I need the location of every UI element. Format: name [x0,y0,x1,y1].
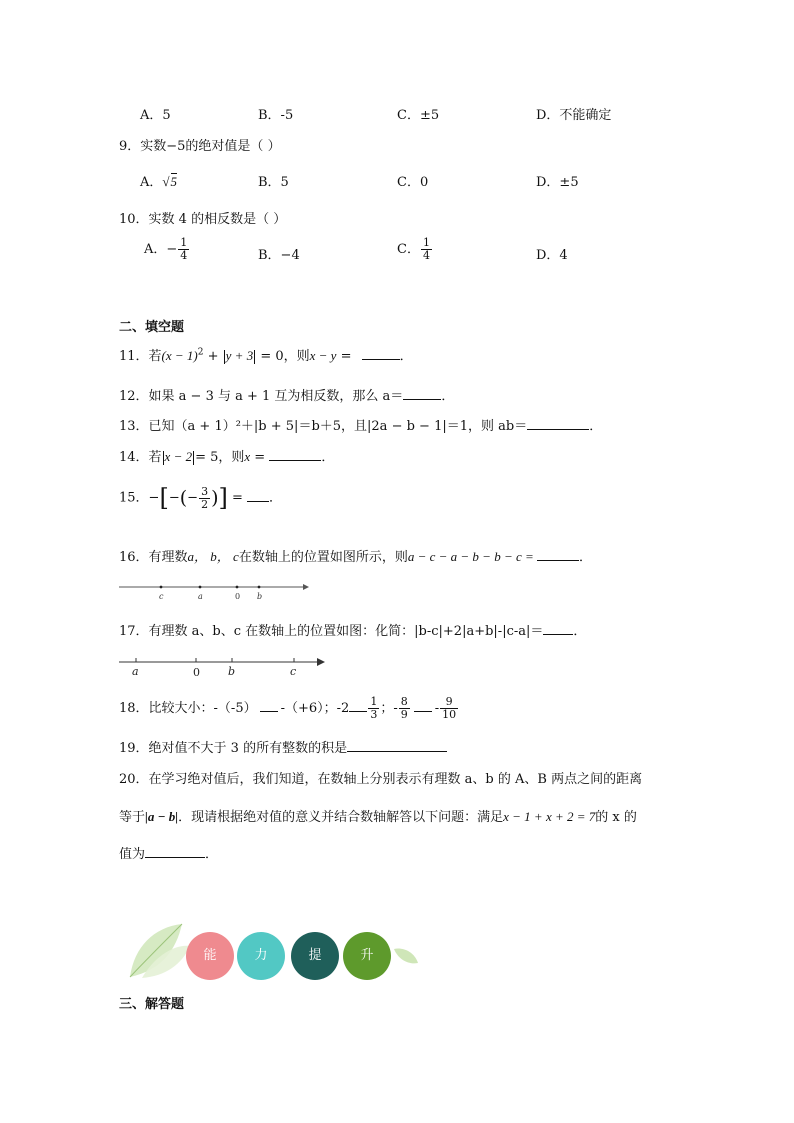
fraction-numerator: 8 [400,695,408,708]
q12-end: ． [441,389,455,404]
q18-fraction-1 [368,696,379,721]
q11-tail: = [336,349,356,364]
label-0: 0 [193,666,200,679]
q20-line2b: |a − b| [145,809,179,824]
fraction-numerator: 9 [440,696,458,709]
abs-bar [193,451,194,465]
banner-circle-1 [186,932,234,980]
number-line-arrow [317,658,325,666]
q10-option-d: D．4 [536,248,568,263]
q18-sep: ；- [380,701,398,716]
q15-fraction [199,486,210,511]
q10-option-b: B．−4 [258,248,300,263]
banner-circle-2 [237,932,285,980]
q17-text: 17．有理数 a、b、c 在数轴上的位置如图：化简：|b-c|+2|a+b|-|c-a|＝ [119,624,544,639]
q11-eq: = 0，则 [256,349,310,364]
label-b: b [228,665,236,678]
q15-neg1: − [148,490,160,506]
q13-end: ． [589,419,603,434]
fraction-denominator: 9 [400,708,408,721]
fraction-numerator: 1 [370,695,378,708]
q20-line2e: 的 x 的 [595,810,637,825]
q20-line-2 [119,806,637,825]
q14-eq: = [250,450,270,465]
q11-answer-blank[interactable] [362,346,400,360]
point-c [160,586,163,589]
q17-answer-blank[interactable] [543,621,573,635]
q13-answer-blank[interactable] [527,416,589,430]
q11-end: ． [399,349,413,364]
q15-prefix: 15． [119,490,149,506]
fraction-numerator: 1 [422,236,430,249]
fraction-denominator: 10 [442,708,457,721]
small-leaf-icon [392,945,420,967]
q10-option-a [144,237,190,262]
q18 [119,696,459,721]
q10-stem: 10．实数 4 的相反数是（ ） [119,212,287,227]
fraction-numerator: 1 [180,236,188,249]
q20-line-3 [119,843,218,862]
q18-neg: - [434,701,440,716]
q13 [119,415,602,434]
q15-end: ． [269,490,283,506]
q14-expr: x − 2 [164,449,193,464]
banner-char-2: 力 [254,948,268,963]
section-3-title: 三、解答题 [119,997,185,1012]
open-bracket: [ [159,484,169,512]
q9-option-a-value: 5 [170,174,178,189]
q8-option-a: A．5 [140,108,171,123]
fraction-denominator: 2 [201,497,209,511]
q15-neg3: − [187,490,199,506]
q20-end: ． [205,847,219,862]
q8-option-c: C．±5 [397,108,440,123]
q16-end: ． [579,550,593,565]
q17-number-line [119,654,329,680]
label-b: b [257,592,263,601]
point-b [258,586,261,589]
q16 [119,546,592,565]
q16-number-line [119,580,309,602]
point-a [199,586,202,589]
q16-mid: 在数轴上的位置如图所示，则 [238,550,408,565]
q19 [119,737,447,756]
q16-prefix: 16．有理数 [119,550,188,565]
q9-stem: 9．实数−5的绝对值是（ ） [119,139,281,154]
q20-line2d: x − 1 + x + 2 = 7 [503,809,596,824]
close-paren: ) [211,487,219,509]
abs-bar [163,451,164,465]
q20-line-1: 20．在学习绝对值后，我们知道，在数轴上分别表示有理数 a、b 的 A、B 两点之间的距离 [119,772,643,787]
q20-answer-blank[interactable] [145,844,205,858]
q14 [119,446,334,465]
q9-option-b: B．5 [258,175,289,190]
q17-end: ． [573,624,587,639]
q11-expr3: x − y [309,348,337,363]
banner-char-4: 升 [360,948,374,963]
q12-answer-blank[interactable] [403,386,441,400]
fraction-numerator: 3 [201,484,209,498]
q14-prefix: 14．若 [119,450,162,465]
q16-expr: a − c − a − b − b − c = [407,549,538,564]
number-line-arrow [303,584,309,590]
label-a: a [132,665,139,678]
q11-prefix: 11．若 [119,349,162,364]
q16-vars: a， b， c [187,549,239,564]
q10-option-a-fraction [178,237,189,262]
banner-char-1: 能 [203,948,217,963]
label-c: c [159,592,164,601]
q8-option-d: D．不能确定 [536,108,612,123]
q11-expr2: y + 3 [225,348,254,363]
q18-text1: 18．比较大小：-（-5） [119,701,257,716]
q11 [119,345,413,364]
q10-option-c [397,237,433,262]
label-a: a [198,592,203,601]
open-paren: ( [179,487,188,509]
q18-fraction-2 [399,696,410,721]
abs-bar [224,350,225,364]
q9-option-d: D．±5 [536,175,579,190]
q19-answer-blank[interactable] [347,738,447,752]
q14-mid: = 5，则 [195,450,245,465]
banner-circle-4 [343,932,391,980]
q16-answer-blank[interactable] [537,547,579,561]
q14-answer-blank[interactable] [269,447,321,461]
q10-option-a-sign: − [166,242,178,257]
q9-option-c: C．0 [397,175,429,190]
q18-text2: -（+6）；-2 [280,701,350,716]
q15 [119,484,282,512]
q14-var: x [244,449,251,464]
q18-blank-1[interactable] [260,698,278,712]
q8-option-b: B．-5 [258,108,294,123]
leaf-decoration-icon [124,922,194,982]
q11-plus: + [203,349,223,364]
q17 [119,620,586,639]
label-0: 0 [235,592,241,601]
q15-eq: = [227,490,248,506]
q18-blank-3[interactable] [414,698,432,712]
section-2-title: 二、填空题 [119,320,185,335]
fraction-denominator: 4 [422,249,430,262]
q15-answer-blank[interactable] [247,488,269,502]
banner-circle-3 [291,932,339,980]
fraction-denominator: 3 [370,708,378,721]
q20-line2c: ．现请根据绝对值的意义并结合数轴解答以下问题：满足 [178,810,504,825]
close-bracket: ] [218,484,228,512]
q12-text: 12．如果 a − 3 与 a + 1 互为相反数，那么 a＝ [119,389,404,404]
point-0 [236,586,239,589]
q18-blank-2[interactable] [349,698,367,712]
q10-option-c-fraction [421,237,432,262]
fraction-denominator: 4 [180,249,188,262]
banner-char-3: 提 [308,948,322,963]
q11-sup: 2 [197,347,204,358]
q12 [119,385,454,404]
q18-fraction-3 [440,696,458,721]
q15-neg2: − [168,490,180,506]
q20-line2a: 等于 [119,810,146,825]
label-c: c [290,665,297,678]
q19-text: 19．绝对值不大于 3 的所有整数的积是 [119,741,348,756]
q14-end: ． [321,450,335,465]
q9-option-a-label: A． [140,175,163,190]
q20-line3: 值为 [119,847,146,862]
q13-text: 13．已知（a + 1）²＋|b + 5|＝b＋5，且|2a − b − 1|＝1，则 ab＝ [119,419,528,434]
q10-option-c-label: C． [397,242,420,257]
sqrt-symbol: √ [162,174,170,189]
q11-expr1: (x − 1) [161,348,198,363]
q9-option-a [140,171,177,190]
q10-option-a-label: A． [144,242,167,257]
